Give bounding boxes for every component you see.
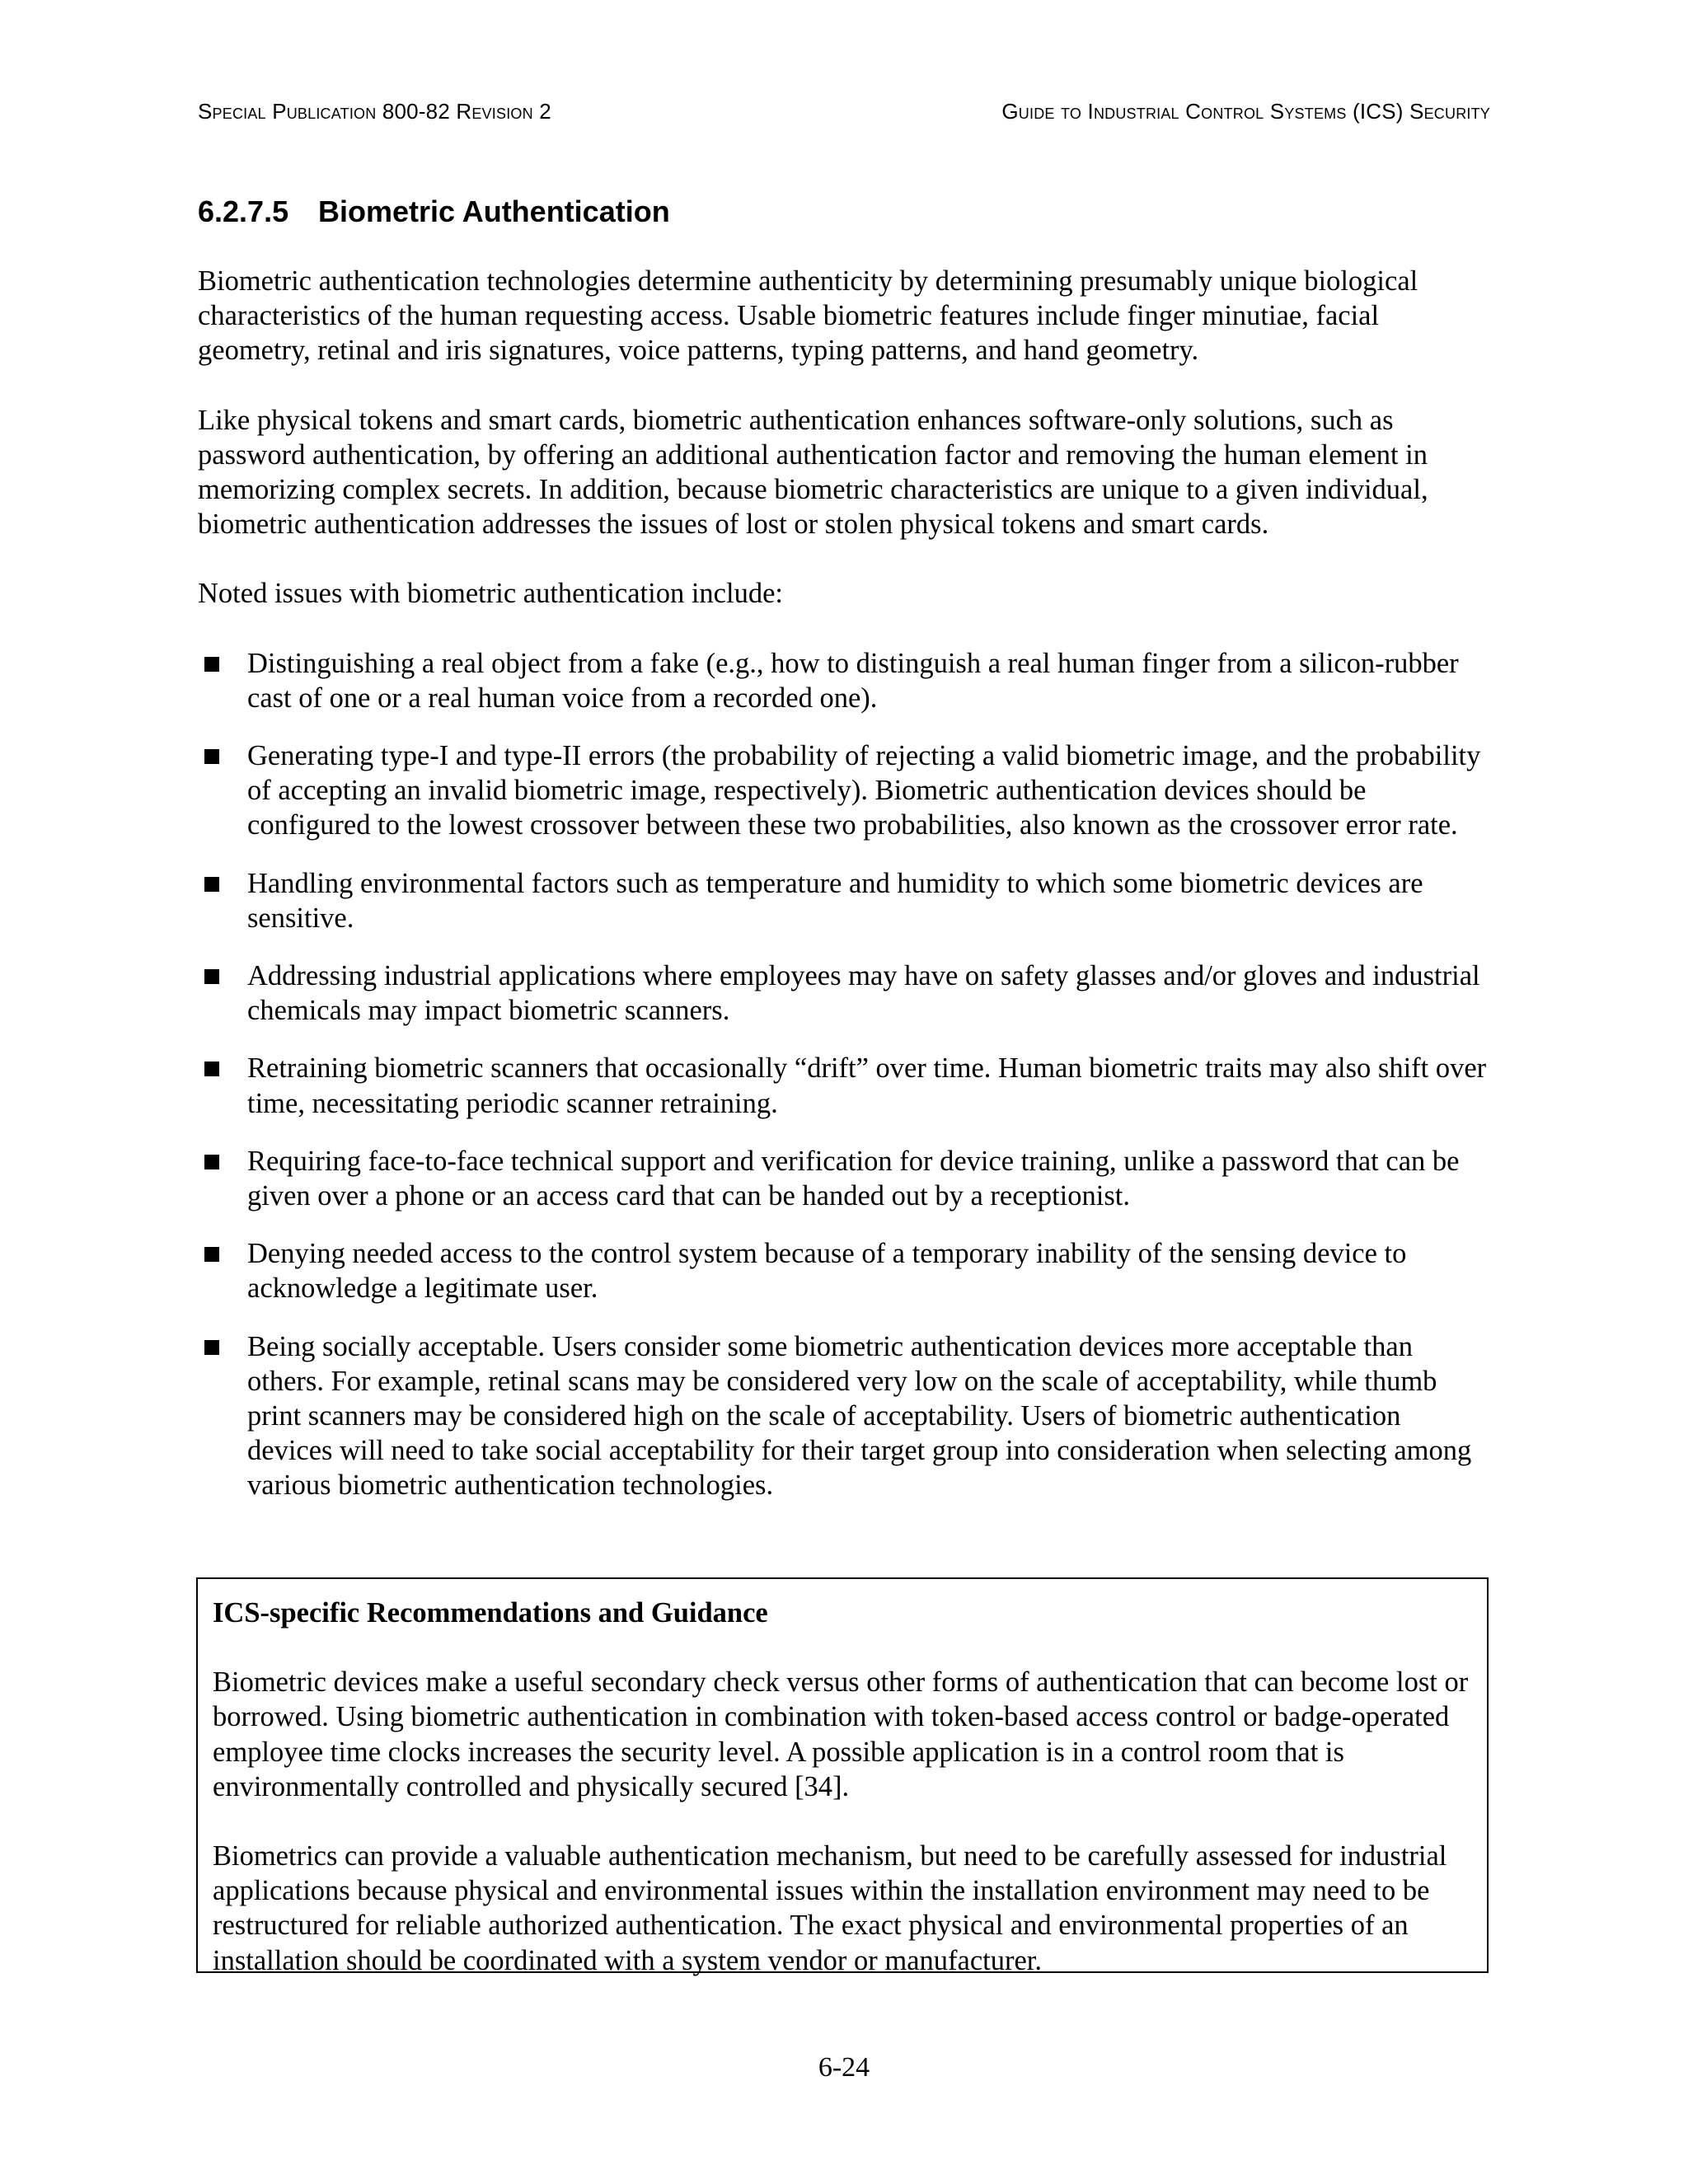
list-item xyxy=(198,958,1490,1028)
list-item xyxy=(198,1329,1490,1503)
list-item xyxy=(198,1144,1490,1213)
recommendations-paragraph: Biometric devices make a useful secondary check versus other forms of authentication that can become lost or borrowed. Using biometric authentication in combination with token-based access control or badge-operated employee time clocks increases the security level. A possible application is in a control room that is environmentally controlled and physically secured [34]. xyxy=(213,1666,1469,1802)
list-item xyxy=(198,738,1490,843)
list-item-text: Requiring face-to-face technical support and verification for device training, unlike a password that can be given over a phone or an access card that can be handed out by a receptionist. xyxy=(247,1145,1460,1212)
square-bullet-icon xyxy=(204,969,219,984)
page-number: 6-24 xyxy=(818,2052,870,2083)
intro-paragraph: Biometric authentication technologies determine authenticity by determining presumably unique biological characteristics of the human requesting access. Usable biometric features include finger minutiae, facial geometry, retinal and iris signatures, voice patterns, typing patterns, and hand geometry. xyxy=(198,265,1418,367)
section-number: 6.2.7.5 xyxy=(198,194,289,228)
recommendations-paragraph: Biometrics can provide a valuable authentication mechanism, but need to be carefully assessed for industrial applications because physical and environmental issues within the installation environment may need to be restructured for reliable authorized authentication. The exact physical and environmental properties of an installation should be coordinated with a system vendor or manufacturer. xyxy=(213,1840,1447,1976)
list-item-text: Distinguishing a real object from a fake (e.g., how to distinguish a real human finger from a silicon-rubber cast of one or a real human voice from a recorded one). xyxy=(247,647,1459,714)
square-bullet-icon xyxy=(204,1340,219,1355)
issues-list xyxy=(198,646,1490,1503)
header-guide-title: Guide to Industrial Control Systems (ICS) Security xyxy=(1001,99,1490,124)
recommendations-box xyxy=(196,1577,1489,1976)
list-item-text: Retraining biometric scanners that occasionally “drift” over time. Human biometric traits may also shift over time, necessitating periodic scanner retraining. xyxy=(247,1052,1487,1119)
issues-lead-paragraph: Noted issues with biometric authentication include: xyxy=(198,578,783,610)
section-heading xyxy=(198,194,670,229)
square-bullet-icon xyxy=(204,877,219,892)
square-bullet-icon xyxy=(204,657,219,672)
square-bullet-icon xyxy=(204,749,219,764)
square-bullet-icon xyxy=(204,1062,219,1076)
running-header xyxy=(198,99,1490,132)
list-item-text: Being socially acceptable. Users consider some biometric authentication devices more acceptable than others. For example, retinal scans may be considered very low on the scale of acceptability, while thumb print scanners may be considered high on the scale of acceptability. Users of biometric authentication devices will need to take social acceptability for their target group into consideration when selecting among various biometric authentication technologies. xyxy=(247,1330,1472,1502)
recommendations-title: ICS-specific Recommendations and Guidance xyxy=(213,1597,768,1629)
square-bullet-icon xyxy=(204,1247,219,1262)
list-item xyxy=(198,1236,1490,1305)
list-item xyxy=(198,866,1490,935)
comparison-paragraph: Like physical tokens and smart cards, biometric authentication enhances software-only solutions, such as password authentication, by offering an additional authentication factor and removing the human element in memorizing complex secrets. In addition, because biometric characteristics are unique to a given individual, biometric authentication addresses the issues of lost or stolen physical tokens and smart cards. xyxy=(198,404,1428,541)
list-item-text: Generating type-I and type-II errors (the probability of rejecting a valid biometric image, and the probability of accepting an invalid biometric image, respectively). Biometric authentication devices should be configured to the lowest crossover between these two probabilities, also known as the crossover error rate. xyxy=(247,740,1481,841)
header-publication: Special Publication 800-82 Revision 2 xyxy=(198,99,551,124)
body-content xyxy=(198,264,1490,1526)
list-item xyxy=(198,1051,1490,1120)
list-item-text: Denying needed access to the control system because of a temporary inability of the sensing device to acknowledge a legitimate user. xyxy=(247,1238,1407,1305)
section-title: Biometric Authentication xyxy=(318,194,670,228)
square-bullet-icon xyxy=(204,1155,219,1169)
list-item-text: Handling environmental factors such as temperature and humidity to which some biometric devices are sensitive. xyxy=(247,867,1423,934)
list-item xyxy=(198,646,1490,715)
list-item-text: Addressing industrial applications where employees may have on safety glasses and/or gloves and industrial chemicals may impact biometric scanners. xyxy=(247,960,1480,1027)
